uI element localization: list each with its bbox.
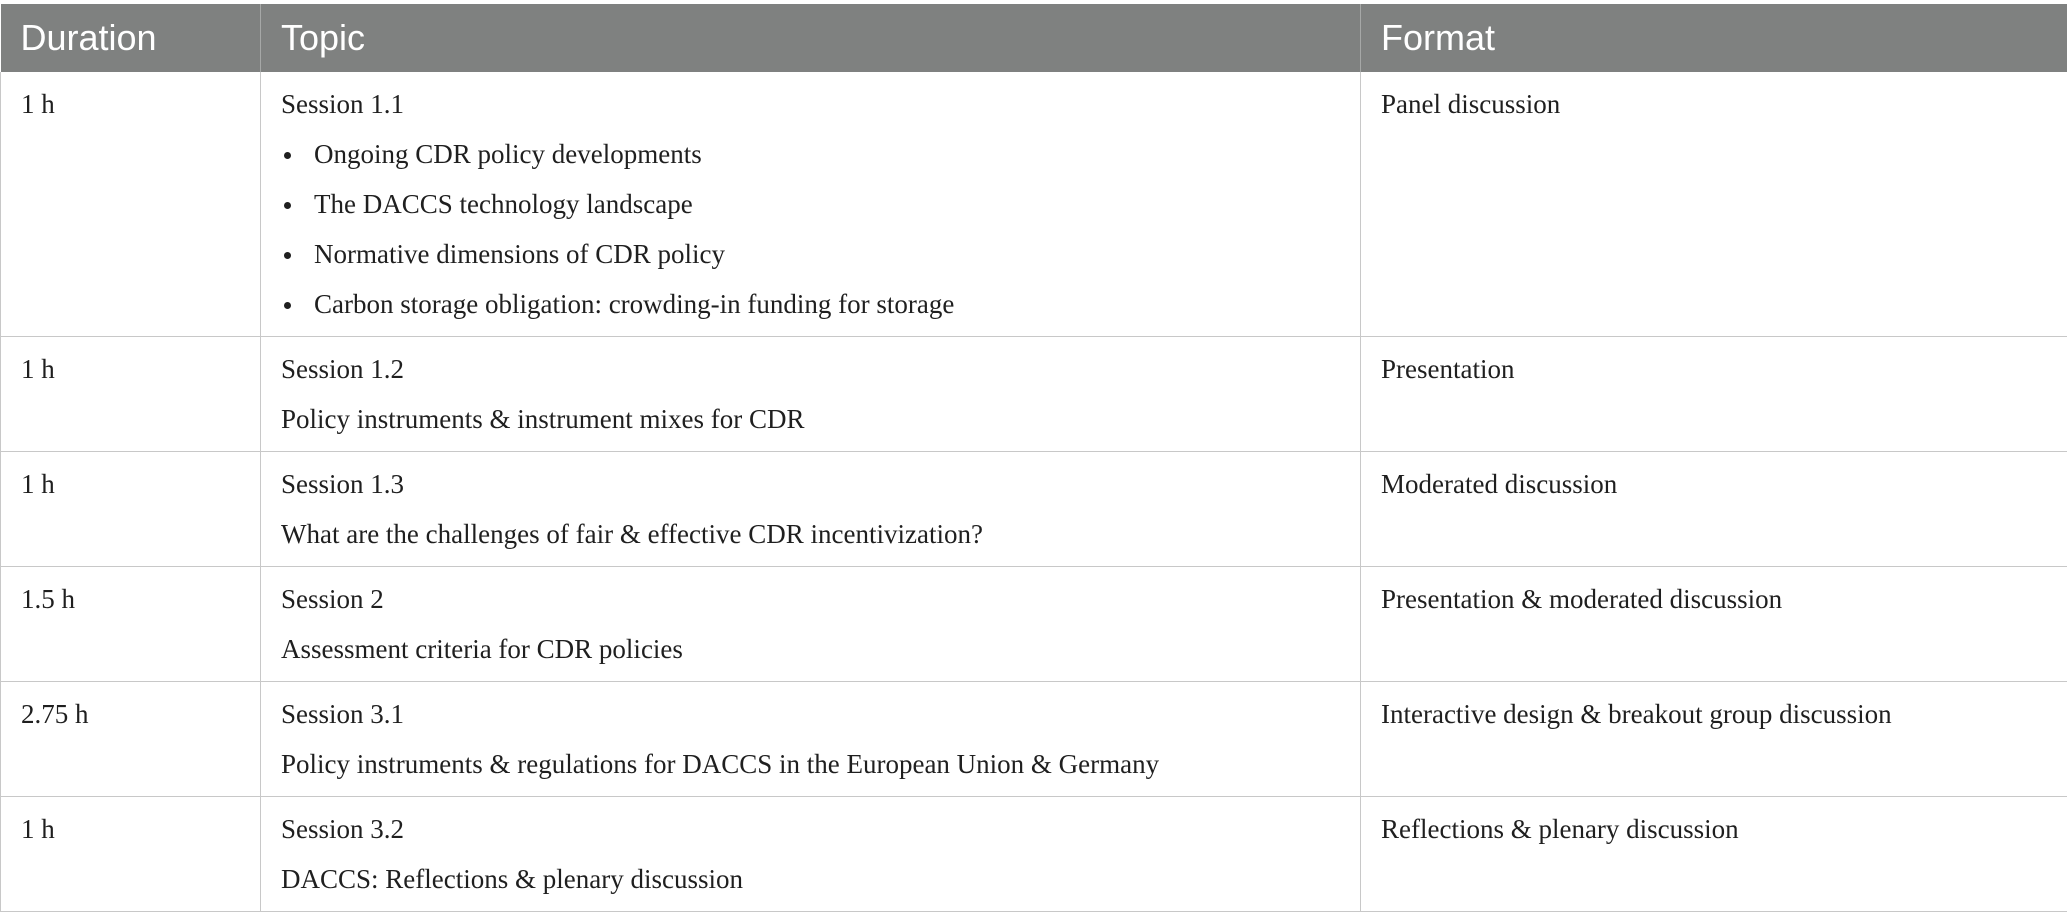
topic-cell bbox=[261, 337, 1361, 452]
session-label: Session 1.2 bbox=[281, 351, 1360, 387]
session-label: Session 3.2 bbox=[281, 811, 1360, 847]
topic-description: What are the challenges of fair & effective CDR incentivization? bbox=[281, 516, 1360, 552]
topic-cell bbox=[261, 452, 1361, 567]
duration-cell: 1 h bbox=[1, 452, 261, 567]
topic-bullet-item: Normative dimensions of CDR policy bbox=[281, 236, 1360, 272]
topic-bullet-list bbox=[281, 136, 1360, 322]
agenda-table bbox=[0, 4, 2067, 912]
topic-bullet-item: The DACCS technology landscape bbox=[281, 186, 1360, 222]
duration-cell: 1 h bbox=[1, 72, 261, 337]
session-label: Session 1.3 bbox=[281, 466, 1360, 502]
table-row bbox=[1, 337, 2067, 452]
format-cell: Interactive design & breakout group discussion bbox=[1361, 682, 2067, 797]
header-format: Format bbox=[1361, 4, 2067, 72]
duration-cell: 2.75 h bbox=[1, 682, 261, 797]
duration-cell: 1 h bbox=[1, 337, 261, 452]
duration-cell: 1.5 h bbox=[1, 567, 261, 682]
format-cell: Moderated discussion bbox=[1361, 452, 2067, 567]
topic-description: Policy instruments & instrument mixes for CDR bbox=[281, 401, 1360, 437]
topic-cell bbox=[261, 797, 1361, 912]
topic-description: Policy instruments & regulations for DACCS in the European Union & Germany bbox=[281, 746, 1360, 782]
topic-description: DACCS: Reflections & plenary discussion bbox=[281, 861, 1360, 897]
topic-cell bbox=[261, 567, 1361, 682]
format-cell: Presentation bbox=[1361, 337, 2067, 452]
format-cell: Panel discussion bbox=[1361, 72, 2067, 337]
format-cell: Presentation & moderated discussion bbox=[1361, 567, 2067, 682]
topic-bullet-item: Ongoing CDR policy developments bbox=[281, 136, 1360, 172]
session-label: Session 2 bbox=[281, 581, 1360, 617]
session-label: Session 3.1 bbox=[281, 696, 1360, 732]
header-duration: Duration bbox=[1, 4, 261, 72]
topic-cell bbox=[261, 682, 1361, 797]
table-row bbox=[1, 452, 2067, 567]
table-row bbox=[1, 567, 2067, 682]
table-row bbox=[1, 72, 2067, 337]
topic-cell bbox=[261, 72, 1361, 337]
header-topic: Topic bbox=[261, 4, 1361, 72]
topic-description: Assessment criteria for CDR policies bbox=[281, 631, 1360, 667]
table-row bbox=[1, 682, 2067, 797]
format-cell: Reflections & plenary discussion bbox=[1361, 797, 2067, 912]
header-row bbox=[1, 4, 2067, 72]
table-header bbox=[1, 4, 2067, 72]
table-body bbox=[1, 72, 2067, 912]
topic-bullet-item: Carbon storage obligation: crowding-in funding for storage bbox=[281, 286, 1360, 322]
table-row bbox=[1, 797, 2067, 912]
session-label: Session 1.1 bbox=[281, 86, 1360, 122]
duration-cell: 1 h bbox=[1, 797, 261, 912]
